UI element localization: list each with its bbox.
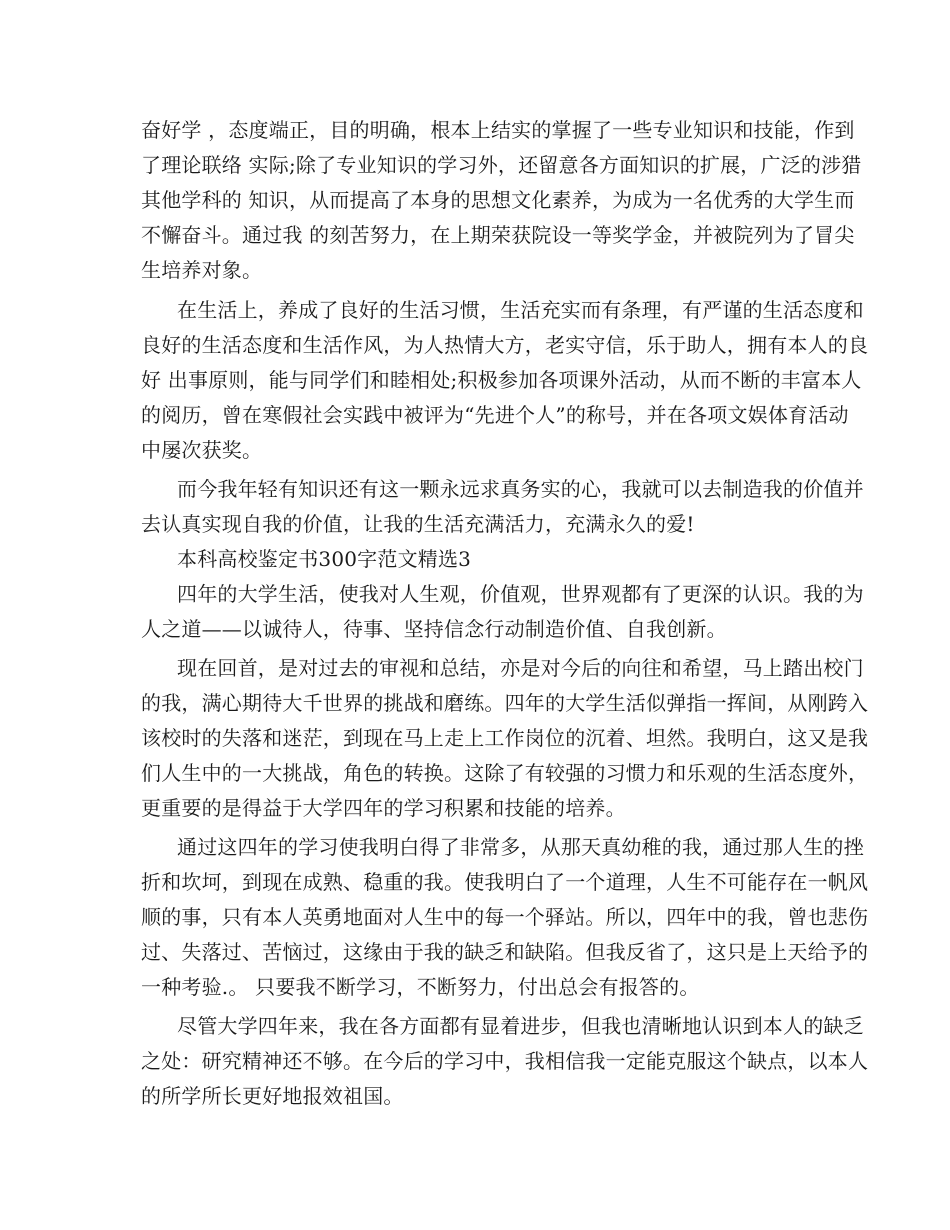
- text-line: 人之道——以诚待人，待事、坚持信念行动制造价值、自我创新。: [141, 617, 727, 641]
- text-line: 的阅历，曾在寒假社会实践中被评为“先进个人”的称号，并在各项文娱体育活动: [141, 403, 849, 427]
- text-line: 去认真实现自我的价值，让我的生活充满活力，充满永久的爱!: [141, 512, 695, 536]
- text-line: 的我，满心期待大千世界的挑战和磨练。四年的大学生活似弹指一挥间，从刚跨入: [141, 691, 869, 715]
- text-line: 该校时的失落和迷茫，到现在马上走上工作岗位的沉着、坦然。我明白，这又是我: [141, 726, 869, 750]
- text-line: 顺的事，只有本人英勇地面对人生中的每一个驿站。所以，四年中的我，曾也悲伤: [141, 905, 869, 929]
- text-line: 四年的大学生活，使我对人生观，价值观，世界观都有了更深的认识。我的为: [177, 582, 864, 606]
- text-line: 折和坎坷，到现在成熟、稳重的我。使我明白了一个道理，人生不可能存在一帆风: [141, 870, 869, 894]
- text-line: 尽管大学四年来，我在各方面都有显着进步，但我也清晰地认识到本人的缺乏: [177, 1014, 864, 1038]
- text-line: 过、失落过、苦恼过，这缘由于我的缺乏和缺陷。但我反省了，这只是上天给予的: [141, 940, 869, 964]
- text-line: 好 出事原则，能与同学们和睦相处;积极参加各项课外活动，从而不断的丰富本人: [141, 368, 862, 392]
- text-line: 通过这四年的学习使我明白得了非常多，从那天真幼稚的我，通过那人生的挫: [177, 835, 864, 859]
- text-line: 良好的生活态度和生活作风，为人热情大方，老实守信，乐于助人，拥有本人的良: [141, 333, 869, 357]
- text-line: 在生活上，养成了良好的生活习惯，生活充实而有条理，有严谨的生活态度和: [177, 298, 864, 322]
- text-line: 其他学科的 知识，从而提高了本身的思想文化素养，为成为一名优秀的大学生而: [141, 188, 855, 212]
- text-line: 现在回首，是对过去的审视和总结，亦是对今后的向往和希望，马上踏出校门: [177, 656, 864, 680]
- section-heading: 本科高校鉴定书300字范文精选3: [177, 547, 472, 571]
- text-line: 而今我年轻有知识还有这一颗永远求真务实的心，我就可以去制造我的价值并: [177, 477, 864, 501]
- text-line: 一种考验.。 只要我不断学习，不断努力，付出总会有报答的。: [141, 975, 700, 999]
- text-line: 的所学所长更好地报效祖国。: [141, 1084, 404, 1108]
- text-line: 生培养对象。: [141, 258, 263, 282]
- text-line: 们人生中的一大挑战，角色的转换。这除了有较强的习惯力和乐观的生活态度外，: [141, 761, 869, 785]
- text-line: 之处：研究精神还不够。在今后的学习中，我相信我一定能克服这个缺点，以本人: [141, 1049, 869, 1073]
- text-line: 不懈奋斗。通过我 的刻苦努力，在上期荣获院设一等奖学金，并被院列为了冒尖: [141, 223, 855, 247]
- text-line: 奋好学 ，态度端正，目的明确，根本上结实的掌握了一些专业知识和技能，作到: [141, 118, 855, 142]
- text-line: 更重要的是得益于大学四年的学习积累和技能的培养。: [141, 796, 626, 820]
- text-line: 了理论联络 实际;除了专业知识的学习外，还留意各方面知识的扩展，广泛的涉猎: [141, 153, 862, 177]
- text-line: 中屡次获奖。: [141, 438, 263, 462]
